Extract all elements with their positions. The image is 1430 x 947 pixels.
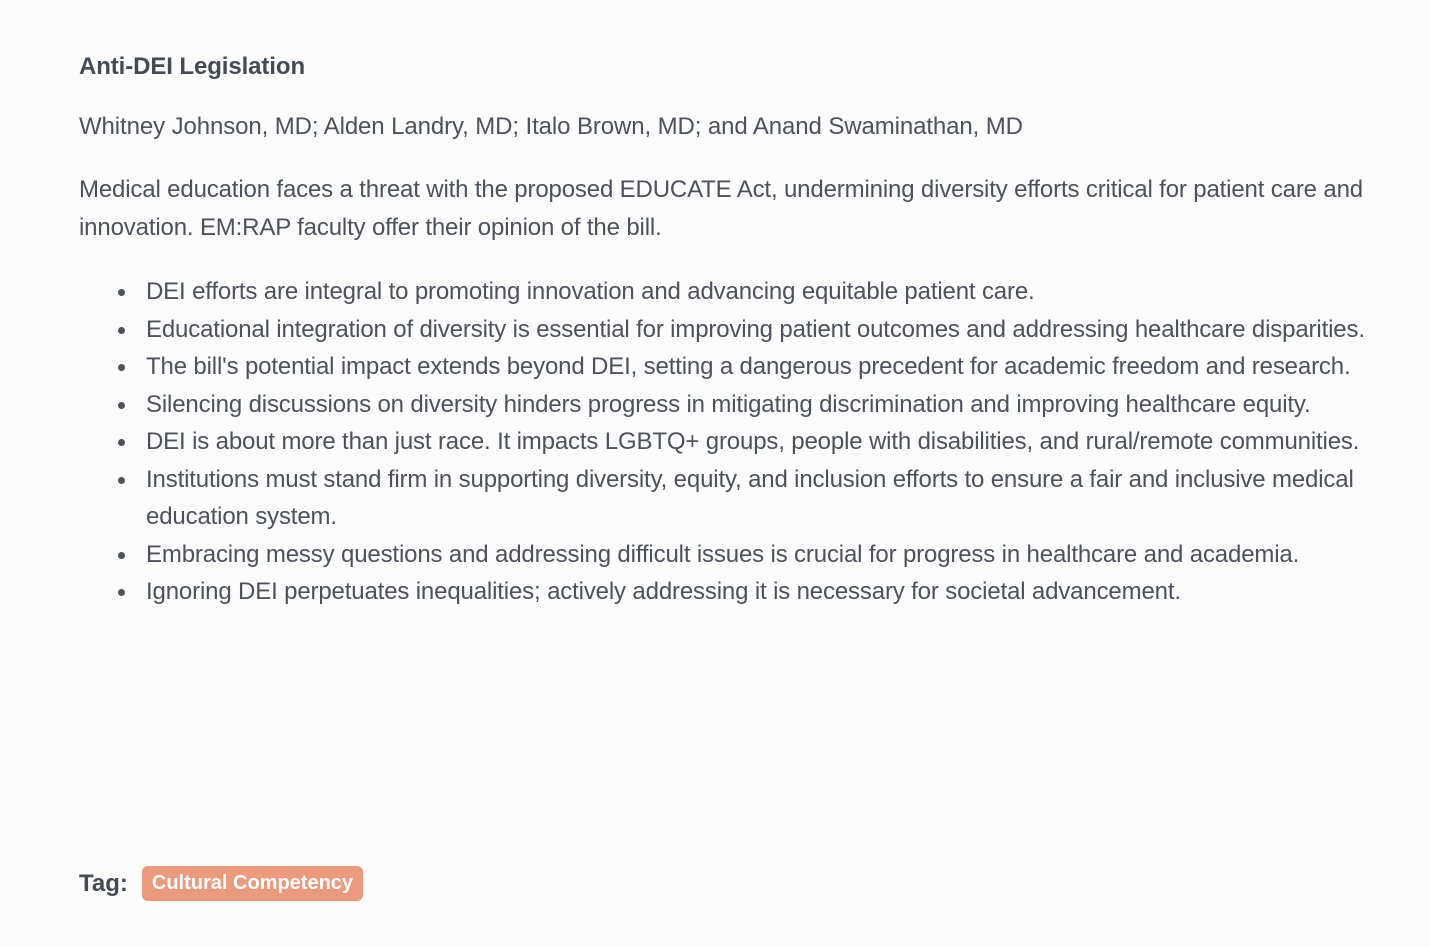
key-point-item: Educational integration of diversity is essential for improving patient outcomes and addressing healthcare disparities. <box>146 311 1414 349</box>
key-point-item: DEI efforts are integral to promoting innovation and advancing equitable patient care. <box>146 273 1414 311</box>
key-points-list <box>79 273 1414 611</box>
key-point-item: Ignoring DEI perpetuates inequalities; actively addressing it is necessary for societal advancement. <box>146 573 1414 611</box>
key-point-item: Institutions must stand firm in supporting diversity, equity, and inclusion efforts to ensure a fair and inclusive medical education system. <box>146 461 1414 536</box>
article-summary: Medical education faces a threat with the proposed EDUCATE Act, undermining diversity efforts critical for patient care and innovation. EM:RAP faculty offer their opinion of the bill. <box>79 176 1363 241</box>
key-point-item: Silencing discussions on diversity hinders progress in mitigating discrimination and improving healthcare equity. <box>146 386 1414 424</box>
key-point-item: Embracing messy questions and addressing difficult issues is crucial for progress in healthcare and academia. <box>146 536 1414 574</box>
article-authors: Whitney Johnson, MD; Alden Landry, MD; Italo Brown, MD; and Anand Swaminathan, MD <box>79 113 1023 140</box>
tag-label: Tag: <box>79 869 128 897</box>
article <box>79 44 1414 611</box>
key-point-item: DEI is about more than just race. It impacts LGBTQ+ groups, people with disabilities, and rural/remote communities. <box>146 423 1414 461</box>
tag-row <box>79 866 363 901</box>
tag-cultural-competency[interactable]: Cultural Competency <box>142 866 363 901</box>
key-point-item: The bill's potential impact extends beyond DEI, setting a dangerous precedent for academic freedom and research. <box>146 348 1414 386</box>
article-title: Anti-DEI Legislation <box>79 53 306 80</box>
